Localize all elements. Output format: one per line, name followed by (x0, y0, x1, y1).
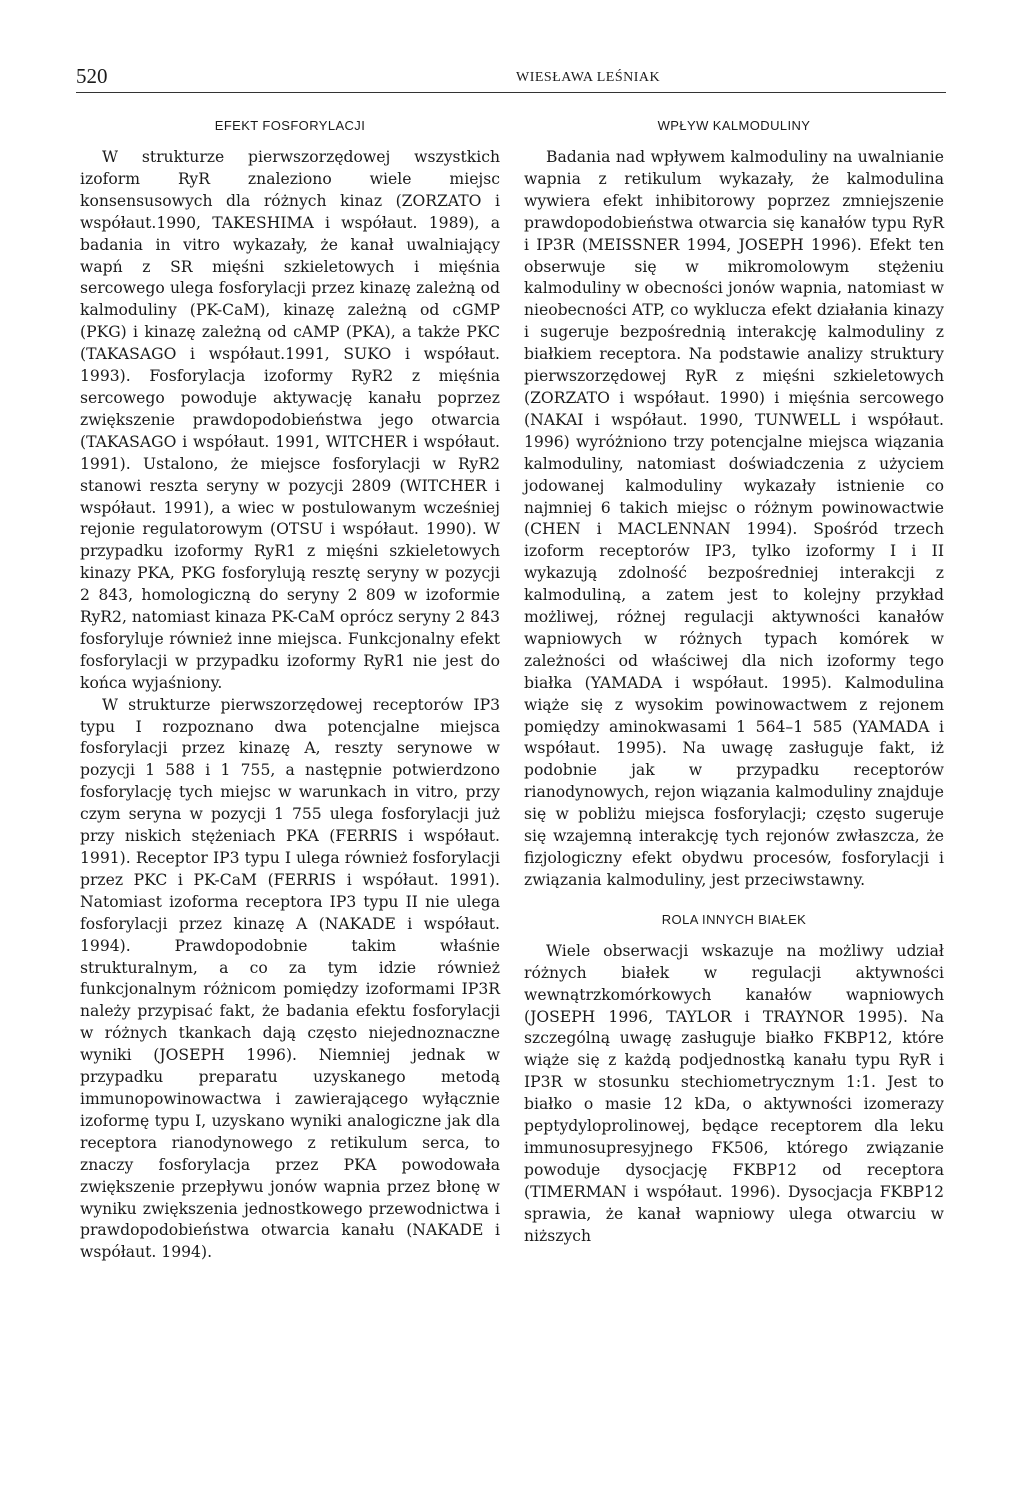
paragraph-other-proteins: Wiele obserwacji wskazuje na możliwy udział różnych białek w regulacji aktywności wewnątrzkomórkowych kanałów wapniowych (JOSEPH 1996, TAYLOR i TRAYNOR 1995). Na szczególną uwagę zasługuje białko FKBP12, które wiąże się z każdą podjednostką kanału typu RyR i IP3R w stosunku stechiometrycznym 1:1. Jest to białko o masie 12 kDa, o aktywności izomerazy peptydyloprolinowej, będące receptorem dla leku immunosupresyjnego FK506, którego związanie powoduje dysocjację FKBP12 od receptora (TIMERMAN i współaut. 1996). Dysocjacja FKBP12 sprawia, że kanał wapniowy ulega otwarciu w niższych (524, 941, 944, 1245)
paragraph-ip3-phosphorylation: W strukturze pierwszorzędowej receptorów IP3 typu I rozpoznano dwa potencjalne miejsca fosforylacji przez kinazę A, reszty serynowe w pozycji 1 588 i 1 755, a następnie potwierdzono fosforylację tych miejsc w warunkach in vitro, przy czym seryna w pozycji 1 755 ulega fosforylacji już przy niskich stężeniach PKA (FERRIS i współaut. 1991). Receptor IP3 typu I ulega również fosforylacji przez PKC i PK-CaM (FERRIS i współaut. 1991). Natomiast izoforma receptora IP3 typu II nie ulega fosforylacji przez kinazę A (NAKADE i współaut. 1994). Prawdopodobnie takim właśnie strukturalnym, a co za tym idzie również funkcjonalnym różnicom pomiędzy izoformami IP3R należy przypisać fakt, że badania efektu fosforylacji w różnych tkankach dają często niejednoznaczne wyniki (JOSEPH 1996). Niemniej jednak w przypadku preparatu uzyskanego metodą immunopowinowactwa i zawierającego wyłącznie izoformę typu I, uzyskano wyniki analogiczne jak dla receptora rianodynowego z retikulum serca, to znaczy fosforylacja przez PKA powodowała zwiększenie przepływu jonów wapnia przez błonę w wyniku zwiększenia jednostkowego przewodnictwa i prawdopodobieństwa otwarcia kanału (NAKADE i współaut. 1994). (80, 695, 500, 1262)
page-header (76, 62, 946, 93)
paragraph-calmodulin: Badania nad wpływem kalmoduliny na uwalnianie wapnia z retikulum wykazały, że kalmodulina wywiera efekt inhibitorowy poprzez zmniejszenie prawdopodobieństwa otwarcia się kanałów typu RyR i IP3R (MEISSNER 1994, JOSEPH 1996). Efekt ten obserwuje się w mikromolowym stężeniu kalmoduliny w obecności jonów wapnia, natomiast w nieobecności ATP, co wyklucza efekt działania kinazy i sugeruje bezpośrednią interakcję kalmoduliny z białkiem receptora. Na podstawie analizy struktury pierwszorzędowej RyR z mięśni szkieletowych (ZORZATO i współaut. 1990) i mięśnia sercowego (NAKAI i współaut. 1990, TUNWELL i współaut. 1996) wyróżniono trzy potencjalne miejsca wiązania kalmoduliny, natomiast doświadczenia z użyciem jodowanej kalmoduliny wykazały istnienie co najmniej 6 takich miejsc o różnym powinowactwie (CHEN i MACLENNAN 1994). Spośród trzech izoform receptorów IP3, tylko izoformy I i II wykazują zdolność bezpośredniej interakcji z kalmoduliną, a zatem jest to kolejny przykład możliwej, różnej regulacji aktywności kanałów wapniowych w różnych typach komórek w zależności od właściwej dla nich izoformy tego białka (YAMADA i współaut. 1995). Kalmodulina wiąże się z wysokim powinowactwem z rejonem pomiędzy aminokwasami 1 564–1 585 (YAMADA i współaut. 1995). Na uwagę zasługuje fakt, iż podobnie jak w przypadku receptorów rianodynowych, rejon wiązania kalmoduliny znajduje się w pobliżu miejsca fosforylacji; często sugeruje się wzajemną interakcję tych rejonów zwłaszcza, że fizjologiczny efekt obydwu procesów, fosforylacji i związania kalmoduliny, jest przeciwstawny. (524, 148, 944, 889)
section-heading-phosphorylation: EFEKT FOSFORYLACJI (214, 118, 366, 133)
right-column (524, 112, 944, 1248)
paragraph-ryr-phosphorylation: W strukturze pierwszorzędowej wszystkich izoform RyR znaleziono wiele miejsc konsensusowych dla różnych kinaz (ZORZATO i współaut.1990, TAKESHIMA i współaut. 1989), a badania in vitro wykazały, że kanał uwalniający wapń z SR mięśni szkieletowych i mięśnia sercowego ulega fosforylacji przez kinazę zależną od kalmoduliny (PK-CaM), kinazę zależną od cGMP (PKG) i kinazę zależną od cAMP (PKA), a także PKC (TAKASAGO i współaut.1991, SUKO i współaut. 1993). Fosforylacja izoformy RyR2 z mięśnia sercowego powoduje aktywację kanału poprzez zwiększenie prawdopodobieństwa jego otwarcia (TAKASAGO i współaut. 1991, WITCHER i współaut. 1991). Ustalono, że miejsce fosforylacji w RyR2 stanowi reszta seryny w pozycji 2809 (WITCHER i współaut. 1991), a wiec w postulowanym wcześniej rejonie regulatorowym (OTSU i współaut. 1990). W przypadku izoformy RyR1 z mięśni szkieletowych kinazy PKA, PKG fosforylują resztę seryny w pozycji 2 843, homologiczną do seryny 2 809 w izoformie RyR2, natomiast kinaza PK-CaM oprócz seryny 2 843 fosforyluje również inne miejsca. Funkcjonalny efekt fosforylacji w przypadku izoformy RyR1 nie jest do końca wyjaśniony. (80, 148, 500, 692)
left-column (80, 112, 500, 1264)
running-head: WIESŁAWA LEŚNIAK (516, 70, 661, 85)
section-heading-calmodulin: WPŁYW KALMODULINY (657, 118, 811, 133)
page-number: 520 (76, 64, 108, 88)
section-heading-other-proteins: ROLA INNYCH BIAŁEK (661, 911, 807, 927)
